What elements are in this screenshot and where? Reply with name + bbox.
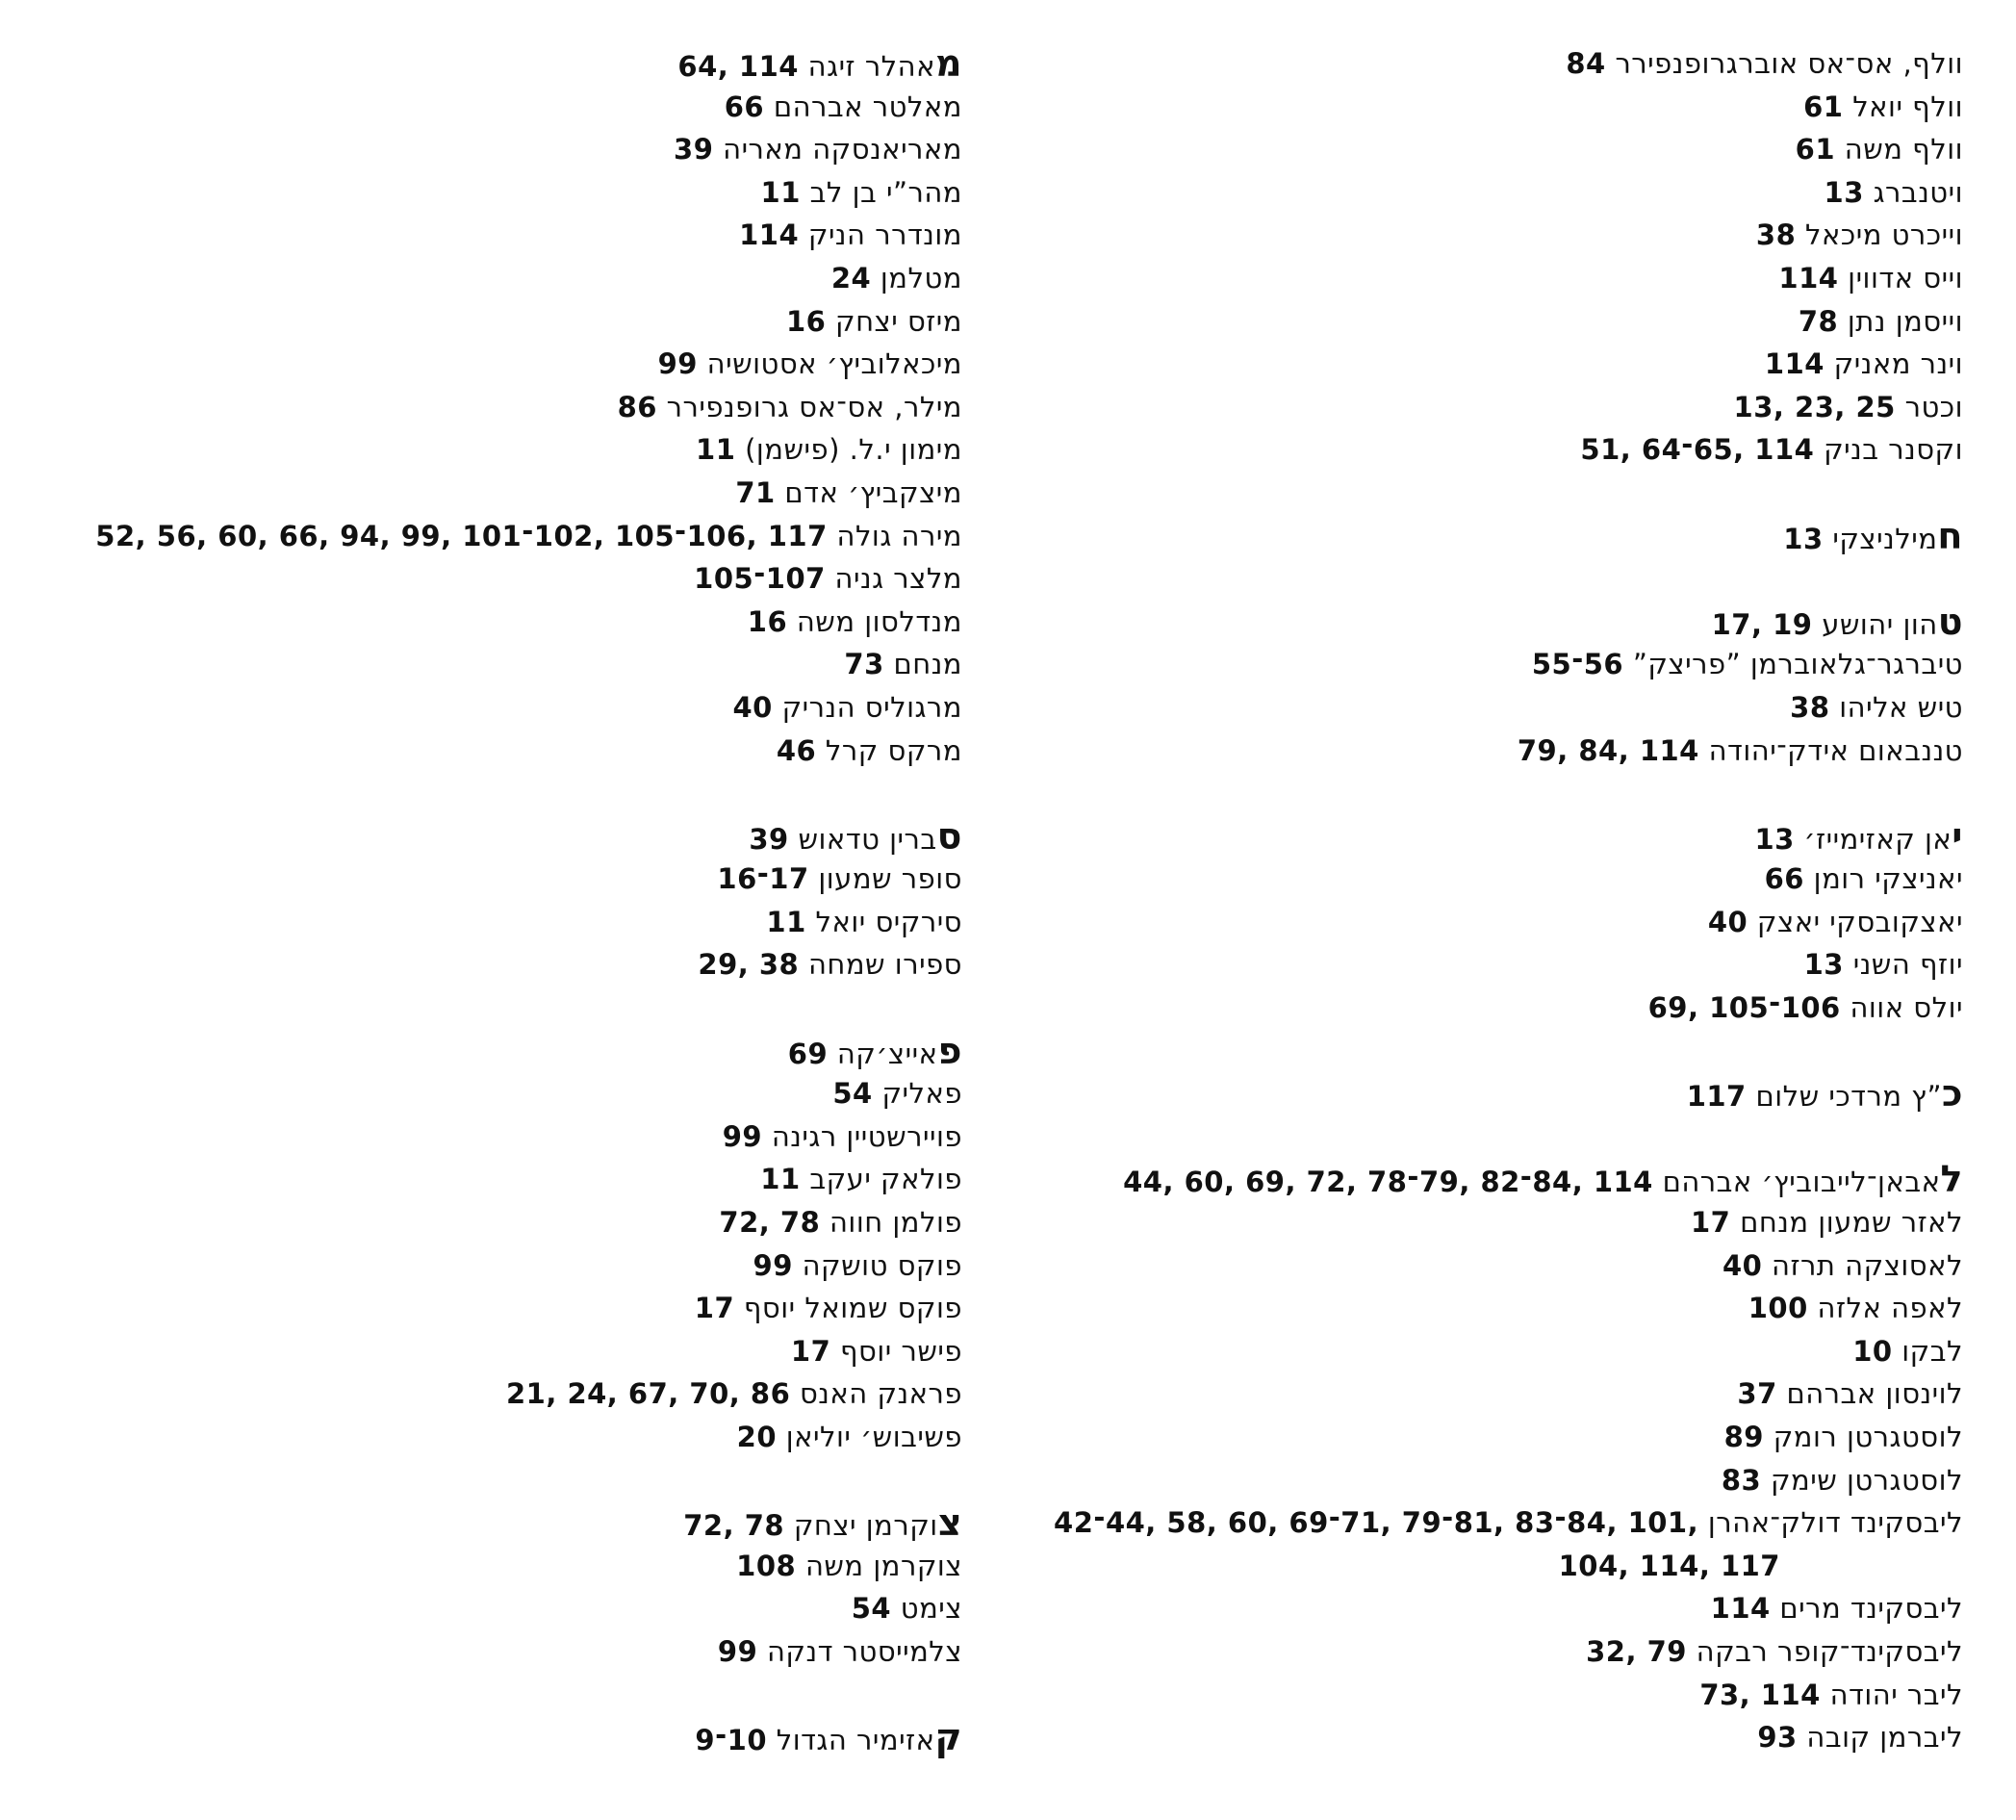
entry-pages: 39 bbox=[674, 133, 714, 167]
index-entry bbox=[0, 128, 962, 171]
entry-name: מירה גולה bbox=[836, 519, 962, 552]
index-entry bbox=[0, 1372, 962, 1416]
entry-pages: 16 bbox=[747, 604, 788, 638]
entry-name: יוזף השני bbox=[1852, 948, 1963, 982]
entry-pages: 10־9 bbox=[695, 1724, 767, 1757]
entry-name: פשיבוש׳ יוליאן bbox=[785, 1421, 962, 1453]
section-gap bbox=[1001, 1030, 1963, 1073]
index-entry bbox=[0, 1545, 962, 1588]
entry-name: וקסנר בניק bbox=[1824, 433, 1963, 467]
index-entry bbox=[0, 343, 962, 386]
index-entry bbox=[0, 515, 962, 558]
section-initial-letter: ט bbox=[1937, 600, 1963, 643]
section-gap bbox=[0, 987, 962, 1030]
index-entry bbox=[1001, 686, 1963, 730]
entry-pages: 86 ,70 ,67 ,24 ,21 bbox=[505, 1377, 791, 1411]
entry-pages: 54 bbox=[832, 1077, 873, 1111]
entry-pages: 11 bbox=[760, 1163, 801, 1196]
entry-name: אבאן־לייבוביץ׳ אברהם bbox=[1662, 1166, 1941, 1199]
entry-pages: 108 bbox=[736, 1549, 797, 1582]
entry-pages: 71 bbox=[735, 475, 776, 509]
index-entry bbox=[1001, 901, 1963, 944]
entry-name: פוקס טושקה bbox=[802, 1248, 962, 1282]
index-entry bbox=[0, 901, 962, 944]
entry-pages: 114 ,65־64 ,51 bbox=[1580, 433, 1815, 467]
entry-pages: 117 bbox=[1686, 1080, 1747, 1114]
index-entry bbox=[0, 171, 962, 215]
entry-name: וייכרט מיכאל bbox=[1805, 218, 1963, 252]
entry-pages: 40 bbox=[1722, 1248, 1763, 1282]
index-entry bbox=[1001, 1674, 1963, 1717]
entry-pages: 11 bbox=[766, 905, 806, 938]
entry-pages: 114 ,84 ,79 bbox=[1517, 733, 1699, 767]
index-entry bbox=[0, 1158, 962, 1201]
section-initial-letter: צ bbox=[937, 1501, 962, 1545]
index-entry bbox=[1001, 815, 1963, 859]
entry-name: מילניצקי bbox=[1832, 522, 1938, 555]
entry-pages: 93 bbox=[1757, 1721, 1798, 1755]
index-entry bbox=[0, 1630, 962, 1674]
index-entry bbox=[1001, 943, 1963, 987]
entry-pages: 99 bbox=[657, 347, 698, 381]
index-entry bbox=[0, 1587, 962, 1630]
index-column-left bbox=[0, 42, 962, 1759]
entry-pages: 17־16 bbox=[717, 862, 809, 896]
entry-pages: 78 ,72 bbox=[719, 1206, 821, 1240]
entry-pages: 13 bbox=[1824, 175, 1864, 209]
index-entry bbox=[0, 1072, 962, 1115]
entry-name: מאלטר אברהם bbox=[773, 90, 962, 123]
index-entry bbox=[0, 943, 962, 987]
section-gap bbox=[0, 1459, 962, 1502]
entry-name: סופר שמעון bbox=[818, 862, 962, 896]
entry-name: וולף יואל bbox=[1852, 90, 1963, 123]
index-entry bbox=[1001, 428, 1963, 472]
index-entry bbox=[0, 1201, 962, 1244]
entry-pages: 66 bbox=[1764, 862, 1804, 896]
entry-name: ברין טדאוש bbox=[798, 822, 937, 856]
entry-name: מנדלסון משה bbox=[796, 604, 962, 638]
entry-pages: 79 ,32 bbox=[1586, 1634, 1687, 1668]
index-entry bbox=[1001, 42, 1963, 86]
entry-pages: 17 bbox=[790, 1334, 831, 1368]
index-entry bbox=[1001, 86, 1963, 129]
entry-pages: 40 bbox=[732, 690, 773, 724]
entry-pages: 17 bbox=[694, 1292, 735, 1325]
section-gap bbox=[1001, 557, 1963, 601]
entry-name: וינר מאניק bbox=[1833, 347, 1963, 381]
entry-pages: 86 bbox=[617, 390, 657, 423]
index-entry bbox=[1001, 1072, 1963, 1115]
entry-name: וכטר bbox=[1904, 390, 1963, 423]
entry-pages: 114 bbox=[1778, 261, 1839, 295]
index-entry bbox=[1001, 1716, 1963, 1759]
index-entry bbox=[0, 214, 962, 257]
entry-pages: 61 bbox=[1795, 133, 1836, 167]
index-entry bbox=[1001, 858, 1963, 901]
index-entry bbox=[1001, 1330, 1963, 1373]
entry-name: צימט bbox=[900, 1592, 962, 1626]
index-entry bbox=[0, 1501, 962, 1545]
entry-name: הון יהושע bbox=[1822, 607, 1938, 641]
entry-pages: 117 ,114 ,104 bbox=[1558, 1549, 1780, 1582]
entry-name: ספירו שמחה bbox=[807, 948, 962, 982]
section-initial-letter: כ bbox=[1941, 1072, 1963, 1115]
index-entry bbox=[1001, 1416, 1963, 1459]
index-entry bbox=[0, 42, 962, 86]
section-initial-letter: מ bbox=[935, 42, 962, 85]
section-initial-letter: ח bbox=[1937, 514, 1963, 557]
entry-name: מיזס יצחק bbox=[835, 304, 962, 338]
entry-name: ליבסקינד מרים bbox=[1779, 1592, 1963, 1626]
index-entry bbox=[0, 1115, 962, 1159]
entry-pages: 37 bbox=[1737, 1377, 1777, 1411]
entry-pages: 13 bbox=[1803, 948, 1844, 982]
index-entry bbox=[0, 86, 962, 129]
entry-name: יאצקובסקי יאצק bbox=[1756, 905, 1963, 938]
entry-pages: 61 bbox=[1803, 90, 1844, 123]
section-gap bbox=[0, 772, 962, 815]
entry-pages: 25 ,23 ,13 bbox=[1733, 390, 1896, 423]
entry-name: לוסטגרטן רומק bbox=[1773, 1421, 1963, 1453]
entry-pages: 89 bbox=[1723, 1421, 1764, 1453]
entry-pages: 114 bbox=[739, 218, 800, 252]
entry-name: פוקס שמואל יוסף bbox=[743, 1292, 962, 1325]
entry-pages: 84 bbox=[1566, 47, 1606, 80]
index-entry bbox=[0, 472, 962, 515]
entry-name: אזימיר הגדול bbox=[776, 1724, 935, 1757]
entry-name: מלצר גניה bbox=[834, 562, 962, 596]
entry-name: מיצקביץ׳ אדם bbox=[784, 475, 962, 509]
entry-pages: 19 ,17 bbox=[1711, 607, 1813, 641]
section-initial-letter: פ bbox=[937, 1029, 962, 1072]
entry-name: מנחם bbox=[893, 648, 962, 681]
entry-name: מהר”י בן לב bbox=[809, 175, 962, 209]
entry-name: מרגוליס הנריק bbox=[781, 690, 962, 724]
entry-pages: 13 bbox=[1754, 822, 1795, 856]
index-entry bbox=[1001, 1630, 1963, 1674]
entry-name: טיברגר־גלאוברמן ”פריצק” bbox=[1632, 648, 1963, 681]
index-entry bbox=[1001, 1372, 1963, 1416]
entry-pages: 69 bbox=[787, 1037, 829, 1070]
index-entry bbox=[1001, 515, 1963, 558]
entry-pages: 114 ,73 bbox=[1699, 1678, 1821, 1711]
entry-pages: 78 bbox=[1798, 304, 1839, 338]
index-entry bbox=[0, 858, 962, 901]
entry-pages: 13 bbox=[1783, 522, 1824, 555]
section-gap bbox=[1001, 472, 1963, 515]
index-entry bbox=[0, 730, 962, 773]
index-entry bbox=[0, 1287, 962, 1330]
entry-name: ליבסקינד דולק־אהרן bbox=[1707, 1506, 1963, 1540]
entry-name: מונדרר הניק bbox=[807, 218, 962, 252]
index-entry bbox=[0, 386, 962, 429]
entry-pages: 78 ,72 bbox=[683, 1509, 785, 1543]
entry-name: וייס אדווין bbox=[1848, 261, 1963, 295]
index-entry bbox=[0, 1030, 962, 1073]
entry-name: לאפה אלזה bbox=[1817, 1292, 1963, 1325]
entry-name: פולאק יעקב bbox=[809, 1163, 962, 1196]
index-entry-continuation bbox=[1001, 1545, 1963, 1588]
index-entry bbox=[1001, 987, 1963, 1030]
entry-name: פולמן חווה bbox=[829, 1206, 962, 1240]
section-gap bbox=[0, 1674, 962, 1717]
entry-name: לוינסון אברהם bbox=[1786, 1377, 1963, 1411]
section-initial-letter: ל bbox=[1940, 1158, 1963, 1201]
entry-pages: 11 bbox=[760, 175, 801, 209]
entry-pages: 38 ,29 bbox=[698, 948, 800, 982]
entry-name: אייצ׳קה bbox=[836, 1037, 938, 1070]
entry-name: אהלר זיגה bbox=[807, 50, 935, 83]
entry-name: לוסטגרטן שימק bbox=[1770, 1463, 1963, 1497]
index-entry bbox=[0, 257, 962, 300]
entry-pages: 39 bbox=[749, 822, 789, 856]
entry-name: טיש אליהו bbox=[1839, 690, 1963, 724]
entry-pages: 99 bbox=[722, 1119, 763, 1153]
index-entry bbox=[0, 1330, 962, 1373]
entry-name: לאסוצקה תרזה bbox=[1772, 1248, 1963, 1282]
entry-pages: 40 bbox=[1707, 905, 1748, 938]
entry-pages: 66 bbox=[724, 90, 765, 123]
index-entry bbox=[0, 1244, 962, 1288]
index-entry bbox=[1001, 171, 1963, 215]
entry-name: ליבר יהודה bbox=[1829, 1678, 1963, 1711]
entry-name: סירקיס יואל bbox=[815, 905, 962, 938]
index-entry bbox=[1001, 1287, 1963, 1330]
entry-name: לבקו bbox=[1901, 1334, 1963, 1368]
index-entry bbox=[1001, 1459, 1963, 1502]
entry-name: אן קאזימייז׳ bbox=[1803, 822, 1952, 856]
index-entry bbox=[1001, 730, 1963, 773]
entry-pages: 114 ,64 bbox=[677, 50, 799, 83]
index-entry bbox=[1001, 1244, 1963, 1288]
entry-name: פויירשטיין רגינה bbox=[771, 1119, 962, 1153]
index-entry bbox=[1001, 1501, 1963, 1545]
entry-name: מאריאנסקה מאריה bbox=[723, 133, 962, 167]
index-entry bbox=[0, 1416, 962, 1459]
entry-name: וקרמן יצחק bbox=[793, 1509, 938, 1543]
index-entry bbox=[1001, 214, 1963, 257]
entry-name: פישר יוסף bbox=[840, 1334, 962, 1368]
entry-name: ליבסקינד־קופר רבקה bbox=[1696, 1634, 1963, 1668]
entry-pages: 114 ,84־82 ,79־78 ,72 ,69 ,60 ,44 bbox=[1123, 1166, 1653, 1199]
index-entry bbox=[1001, 300, 1963, 344]
index-entry bbox=[0, 300, 962, 344]
entry-pages: 54 bbox=[851, 1592, 892, 1626]
index-entry bbox=[1001, 257, 1963, 300]
entry-name: מרקס קרל bbox=[825, 733, 962, 767]
index-entry bbox=[1001, 1158, 1963, 1201]
index-entry bbox=[0, 428, 962, 472]
entry-pages: 114 bbox=[1764, 347, 1825, 381]
entry-pages: 38 bbox=[1790, 690, 1830, 724]
entry-name: וייסמן נתן bbox=[1847, 304, 1963, 338]
index-entry bbox=[0, 686, 962, 730]
section-initial-letter: י bbox=[1952, 814, 1963, 858]
entry-name: מילר, אס־אס גרופנפירר bbox=[666, 390, 962, 423]
index-entry bbox=[0, 815, 962, 859]
entry-name: מטלמן bbox=[880, 261, 962, 295]
entry-name: מימון י.ל. (פישמן) bbox=[745, 433, 962, 467]
index-entry bbox=[0, 643, 962, 686]
entry-pages: 106־105 ,69 bbox=[1647, 991, 1841, 1025]
entry-name: לאזר שמעון מנחם bbox=[1740, 1206, 1963, 1240]
entry-name: טננבאום אידק־יהודה bbox=[1708, 733, 1963, 767]
index-entry bbox=[0, 557, 962, 601]
entry-pages: 20 bbox=[736, 1421, 778, 1453]
entry-pages: 114 bbox=[1710, 1592, 1771, 1626]
index-entry bbox=[1001, 643, 1963, 686]
entry-name: ויטנברג bbox=[1873, 175, 1963, 209]
entry-pages: 16 bbox=[785, 304, 827, 338]
entry-pages: 107־105 bbox=[694, 562, 826, 596]
entry-pages: 10 bbox=[1852, 1334, 1893, 1368]
entry-name: מיכאלוביץ׳ אסטושיה bbox=[706, 347, 962, 381]
index-column-right bbox=[1001, 42, 1963, 1759]
entry-pages: 83 bbox=[1721, 1463, 1762, 1497]
index-entry bbox=[1001, 386, 1963, 429]
entry-pages: 73 bbox=[844, 648, 884, 681]
section-initial-letter: ק bbox=[934, 1716, 962, 1759]
entry-name: צוקרמן משה bbox=[804, 1549, 962, 1582]
index-entry bbox=[1001, 343, 1963, 386]
section-gap bbox=[1001, 772, 1963, 815]
entry-pages: 11 bbox=[696, 433, 736, 467]
index-entry bbox=[1001, 1587, 1963, 1630]
section-gap bbox=[1001, 1115, 1963, 1159]
entry-name: יולס אווה bbox=[1850, 991, 1963, 1025]
entry-pages: 56־55 bbox=[1531, 648, 1624, 681]
index-entry bbox=[1001, 128, 1963, 171]
entry-pages: 46 bbox=[776, 733, 817, 767]
entry-name: וולף משה bbox=[1844, 133, 1963, 167]
index-entry bbox=[0, 1716, 962, 1759]
entry-pages: 99 bbox=[753, 1248, 793, 1282]
index-entry bbox=[1001, 601, 1963, 644]
entry-name: ליברמן קובה bbox=[1806, 1721, 1963, 1755]
entry-name: יאניצקי רומן bbox=[1813, 862, 1963, 896]
section-initial-letter: ס bbox=[936, 814, 962, 858]
entry-name: צלמייסטר דנקה bbox=[766, 1634, 962, 1668]
entry-name: וולף, אס־אס אוברגרופנפירר bbox=[1615, 47, 1963, 80]
entry-pages: 100 bbox=[1748, 1292, 1808, 1325]
entry-name: פראנק האנס bbox=[799, 1377, 962, 1411]
entry-pages: 17 bbox=[1691, 1206, 1731, 1240]
index-entry bbox=[1001, 1201, 1963, 1244]
entry-pages: 99 bbox=[717, 1634, 758, 1668]
entry-pages: 38 bbox=[1755, 218, 1797, 252]
entry-name: פאליק bbox=[881, 1077, 962, 1111]
entry-pages: 117 ,106־105 ,102־101 ,99 ,94 ,66 ,60 ,56 ,52 bbox=[95, 519, 828, 552]
entry-name: ”ץ מרדכי שלום bbox=[1755, 1080, 1942, 1114]
entry-pages: 24 bbox=[830, 261, 872, 295]
entry-pages: ,101 ,84־83 ,81־79 ,71־69 ,60 ,58 ,44־42 bbox=[1054, 1506, 1699, 1540]
index-entry bbox=[0, 601, 962, 644]
